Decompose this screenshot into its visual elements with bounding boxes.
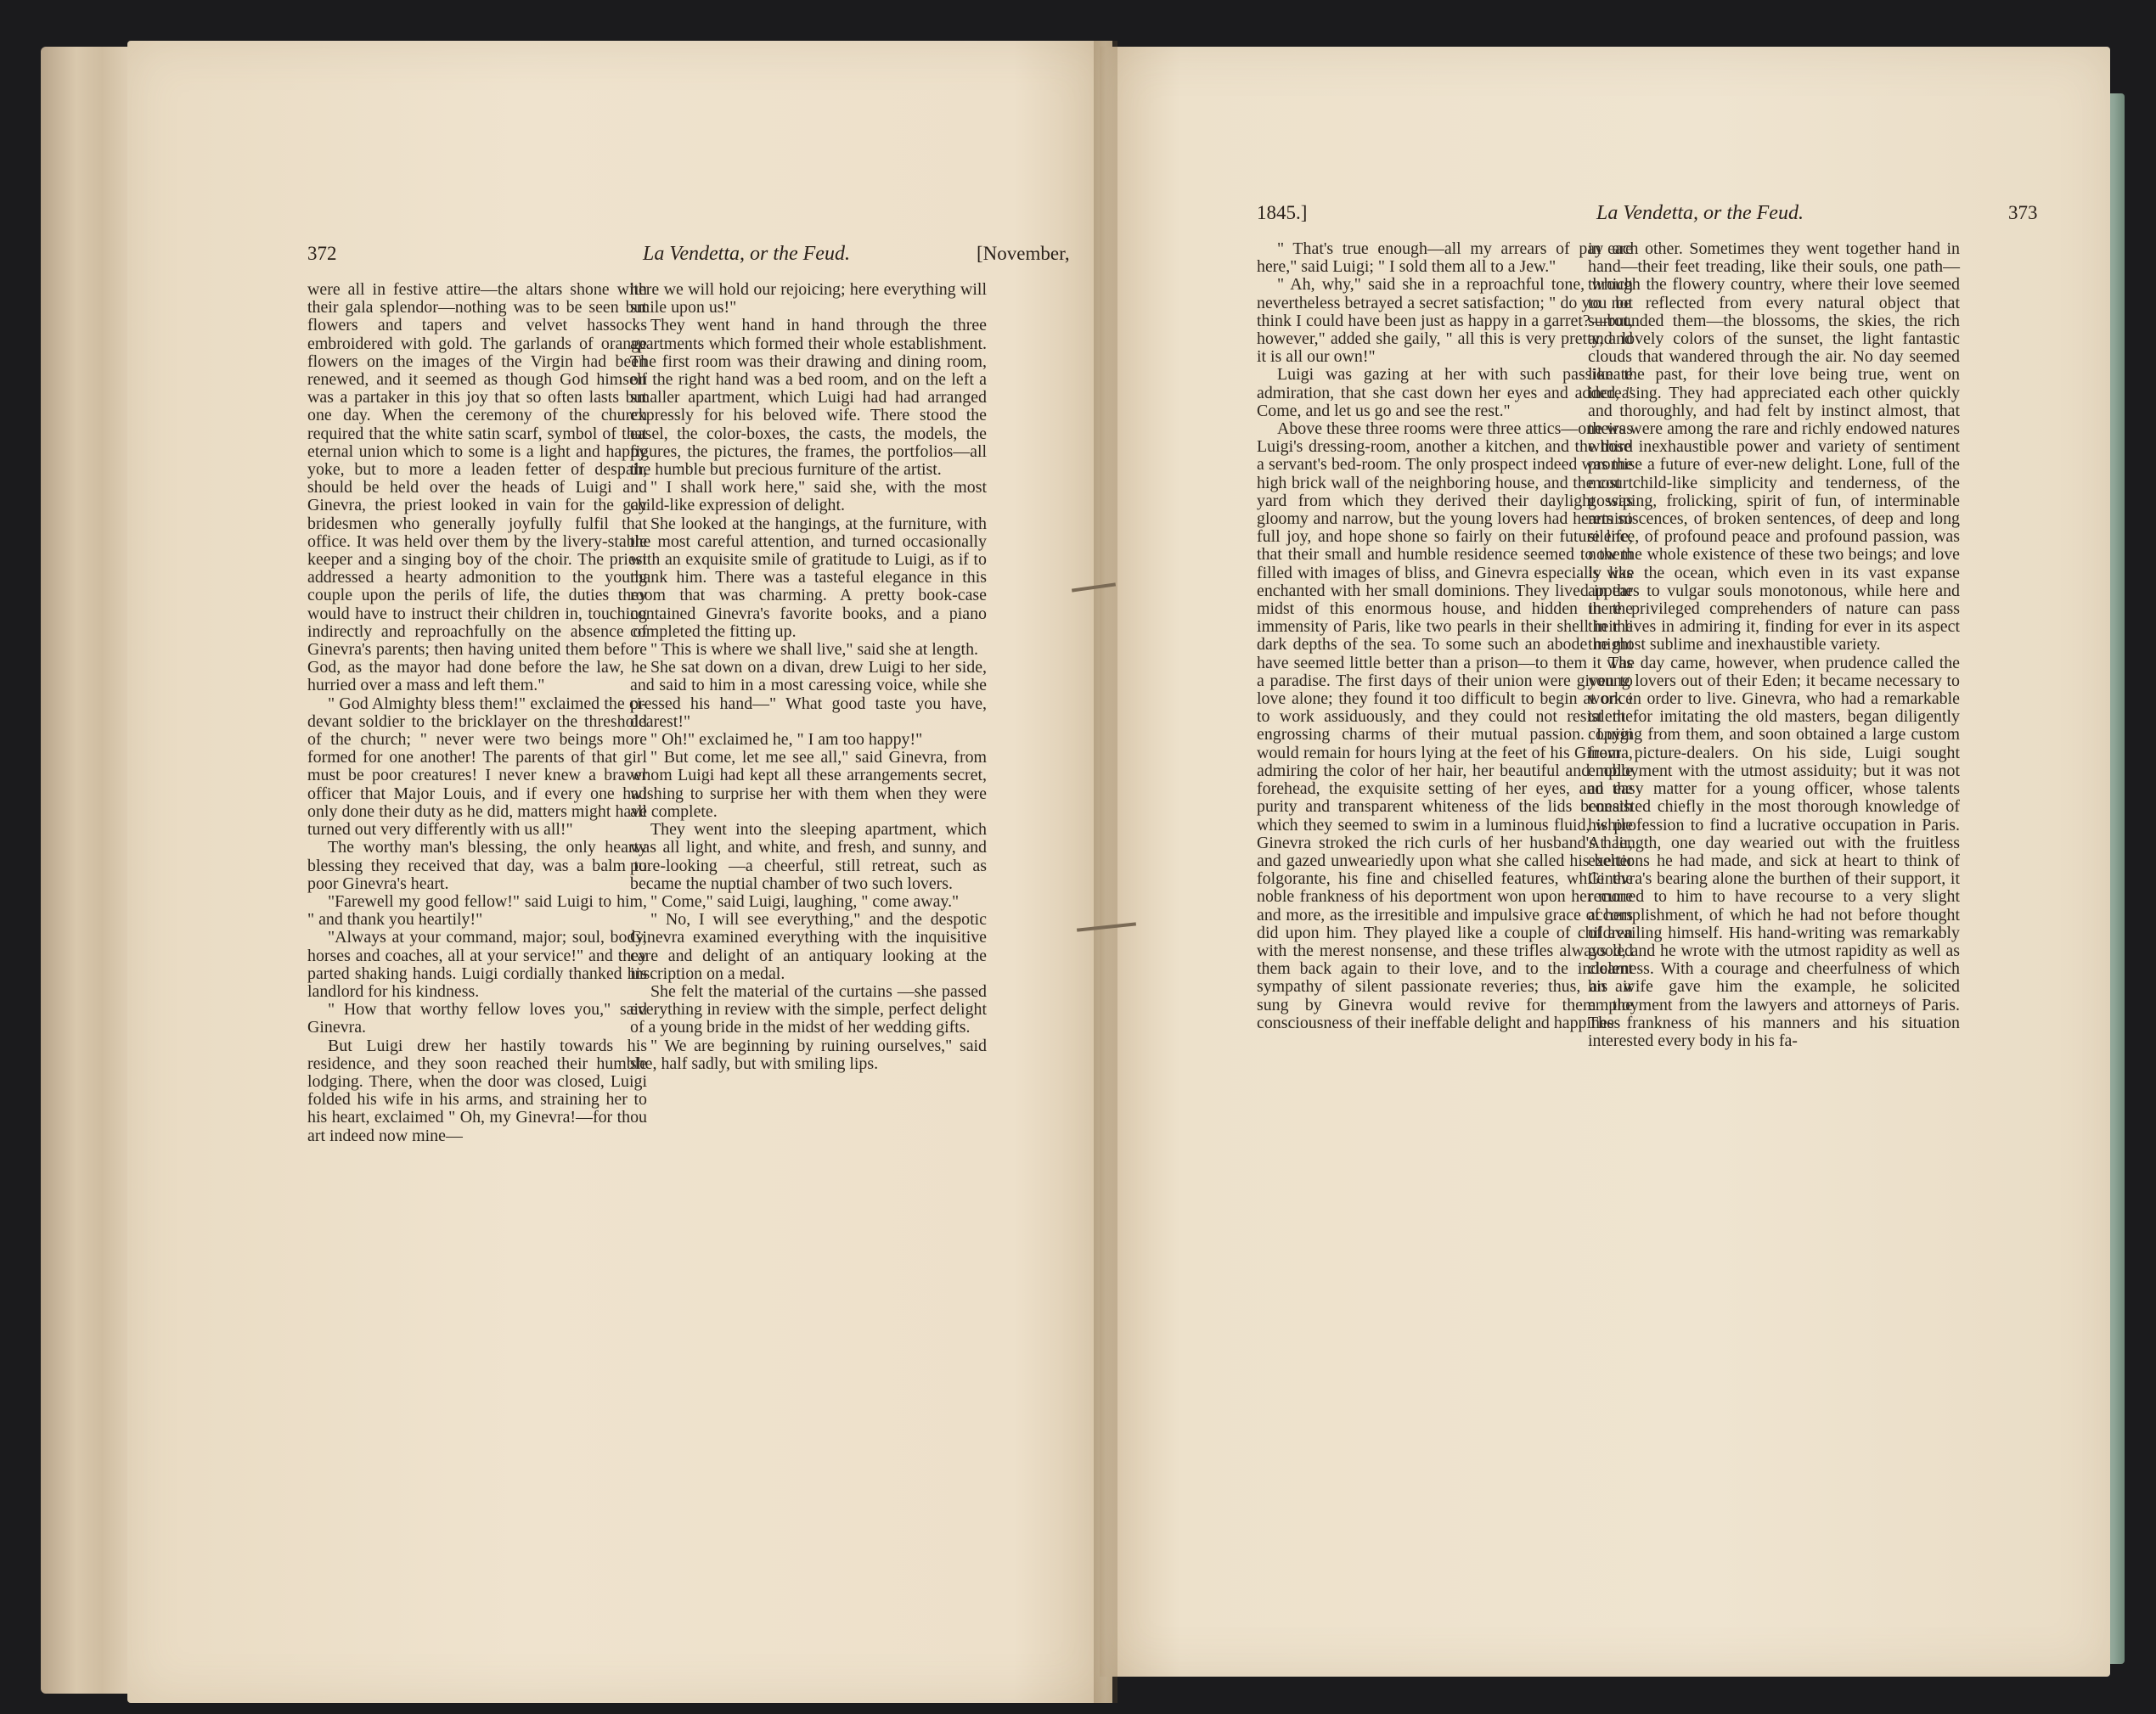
paragraph: " We are beginning by ruining ourselves," said she, half sadly, but with smiling lips. bbox=[630, 1036, 987, 1073]
right-column-1 bbox=[1257, 240, 1633, 1032]
right-running-title: La Vendetta, or the Feud. bbox=[1596, 202, 1804, 224]
paragraph: She looked at the hangings, at the furniture, with the most careful attention, and turned occasionally with an exquisite smile of gratitude to Luigi, as if to thank him. There was a tasteful elegance in this room that was charming. A pretty book-case contained Ginevra's favorite books, and a piano completed the fitting up. bbox=[630, 514, 987, 641]
left-column-2 bbox=[630, 281, 987, 1073]
paragraph: Luigi was gazing at her with such passionate admiration, that she cast down her eyes and added, " Come, and let us go and see the rest." bbox=[1257, 365, 1633, 420]
paragraph: " How that worthy fellow loves you," said Ginevra. bbox=[307, 1000, 647, 1037]
paragraph: " This is where we shall live," said she at length. bbox=[650, 640, 978, 660]
paragraph: But Luigi drew her hastily towards his residence, and they soon reached their humble lodging. There, when the door was closed, Luigi folded his wife in his arms, and straining her to his heart, exclaimed " Oh, my Ginevra!—for thou art indeed now mine— bbox=[307, 1036, 647, 1145]
paragraph: " Come," said Luigi, laughing, " come away." bbox=[650, 891, 960, 911]
book-gutter bbox=[1094, 41, 1117, 1703]
right-year: 1845.] bbox=[1257, 202, 1308, 223]
paragraph: " No, I will see everything," and the despotic Ginevra examined everything with the inquisitive care and delight of an antiquary looking at the inscription on a medal. bbox=[630, 910, 987, 983]
left-page-header bbox=[307, 243, 1097, 268]
paragraph: " Ah, why," said she in a reproachful tone, which nevertheless betrayed a secret satisfaction; " do you not think I could have been just as happy in a garret?—but, however," added she gaily, " all this is very pretty, and it is all our own!" bbox=[1257, 275, 1633, 367]
right-page-header bbox=[1257, 202, 2051, 228]
paragraph: were all in festive attire—the altars shone with their gala splendor—nothing was to be seen but flowers and tapers and velvet hassocks embroidered with gold. The garlands of orange flowers on the images of the Virgin had been renewed, and it seemed as though God himself was a partaker in this joy that so often lasts but one day. When the ceremony of the church required that the white satin scarf, symbol of that eternal union which to some is a light and happy yoke, but to more a leaden fetter of despair, should be held over the heads of Luigi and Ginevra, the priest looked in vain for the gay bridesmen who generally joyfully fulfil that office. It was held over them by the livery-stable keeper and a singing boy of the choir. The priest addressed a hearty admonition to the young couple upon the perils of life, the duties they would have to instruct their children in, touching indirectly and reproachfully on the absence of Ginevra's parents; then having united them before God, as the mayor had done before the law, he hurried over a mass and left them." bbox=[307, 280, 647, 695]
paragraph: " Oh!" exclaimed he, " I am too happy!" bbox=[650, 730, 923, 750]
paragraph: Above these three rooms were three attics—one was Luigi's dressing-room, another a kitchen, and the third a servant's bed-room. The only prospect indeed was the high brick wall of the neighboring house, and the court yard from which they derived their daylight was gloomy and narrow, but the young lovers had hearts so full joy, and hope shone so fairly on their future life, that their small and humble residence seemed to them filled with images of bliss, and Ginevra especially was enchanted with her small dominions. They lived in the midst of this enormous house, and hidden in the immensity of Paris, like two pearls in their shell in the dark depths of the sea. To some such an abode might have seemed little better than a prison—to them it was a paradise. The first days of their union were given to love alone; they found it too difficult to begin at once to work assiduously, and they could not resist the engrossing charms of their mutual passion. Luigi would remain for hours lying at the feet of his Ginevra, admiring the color of her hair, her beautiful and noble forehead, the exquisite setting of her eyes, and the purity and transparent whiteness of the lids beneath which they seemed to swim in a luminous fluid, while Ginevra stroked the rich curls of her husband's hair, and gazed unweariedly upon what she called his belter folgorante, his fine and chiselled features, while the noble frankness of his deportment won upon her more and more, as the irresitible and impulsive grace of hers did upon him. They played like a couple of children with the merest nonsense, and these trifles always led them back again to their love, and to the indolent sympathy of silent passionate reveries; thus, an air sung by Ginevra would revive for them the consciousness of their ineffable delight and happiness bbox=[1257, 419, 1633, 1032]
paragraph: They went hand in hand through the three apartments which formed their whole establishment. The first room was their drawing and dining room, on the right hand was a bed room, and on the left a smaller apartment, which Luigi had had arranged expressly for his beloved wife. There stood the easel, the color-boxes, the casts, the models, the figures, the pictures, the frames, the portfolios—all the humble but precious furniture of the artist. bbox=[630, 316, 987, 480]
paragraph: " I shall work here," said she, with the most child-like expression of delight. bbox=[630, 478, 987, 515]
paragraph: " God Almighty bless them!" exclaimed the ci-devant soldier to the bricklayer on the threshold of the church; " never were two beings more formed for one another! The parents of that girl must be poor creatures! I never knew a braver officer that Major Louis, and if every one had only done their duty as he did, matters might have turned out very differently with us all!" bbox=[307, 694, 647, 840]
paragraph: The day came, however, when prudence called the young lovers out of their Eden; it became necessary to work in order to live. Ginevra, who had a remarkable talent for imitating the old masters, began diligently copying from them, and soon obtained a large custom from picture-dealers. On his side, Luigi sought employment with the utmost assiduity; but it was not an easy matter for a young officer, whose talents consisted chiefly in the most thorough knowledge of his profession to find a lucrative occupation in Paris. At length, one day wearied out with the fruitless exertions he had made, and sick at heart to think of Ginevra's bearing alone the burthen of their support, it recurred to him to have recourse to a very slight accomplishment, of which he had not before thought of availing himself. His hand-writing was remarkably good, and he wrote with the utmost rapidity as well as clearness. With a courage and cheerfulness of which his wife gave him the example, he solicited employment from the lawyers and attorneys of Paris. The frankness of his manners and his situation interested every body in his fa- bbox=[1588, 653, 1960, 1050]
left-running-title: La Vendetta, or the Feud. bbox=[643, 243, 850, 265]
left-month: [November, bbox=[977, 243, 1070, 264]
right-page bbox=[1100, 47, 2110, 1677]
paragraph: "Farewell my good fellow!" said Luigi to him, " and thank you heartily!" bbox=[307, 891, 647, 930]
paragraph: " But come, let me see all," said Ginevra, from whom Luigi had kept all these arrangements secret, wishing to surprise her with them when they were all complete. bbox=[630, 748, 987, 821]
left-column-1 bbox=[307, 281, 647, 1145]
paragraph: The worthy man's blessing, the only hearty blessing they received that day, was a balm to poor Ginevra's heart. bbox=[307, 838, 647, 893]
paragraph: She sat down on a divan, drew Luigi to her side, and said to him in a most caressing voice, while she pressed his hand—" What good taste you have, dearest!" bbox=[630, 658, 987, 731]
paragraph: in each other. Sometimes they went together hand in hand—their feet treading, like their souls, one path—through the flowery country, where their love seemed to be reflected from every natural object that surrounded them—the blossoms, the skies, the rich and lovely colors of the sunset, the light fantastic clouds that wandered through the air. No day seemed like the past, for their love being true, went on increasing. They had appreciated each other quickly and thoroughly, and had felt by instinct almost, that theirs were among the rare and richly endowed natures whose inexhaustible power and variety of sentiment promise a future of ever-new delight. Lone, full of the most child-like simplicity and tenderness, of the gossiping, frolicking, spirit of fun, of interminable reminiscences, of broken sentences, of deep and long silence, of profound peace and profound passion, was now the whole existence of these two beings; and love is like the ocean, which even in its vast expanse appears to vulgar souls monotonous, while here and there privileged comprehenders of nature can pass their lives in admiring it, finding for ever in its aspect the most sublime and inexhaustible variety. bbox=[1588, 239, 1960, 655]
paragraph: "Always at your command, major; soul, body, horses and coaches, all at your service!" and they parted shaking hands. Luigi cordially thanked his landlord for his kindness. bbox=[307, 928, 647, 1001]
right-column-2 bbox=[1588, 240, 1960, 1050]
left-page bbox=[127, 41, 1112, 1703]
paragraph: here we will hold our rejoicing; here everything will smile upon us!" bbox=[630, 280, 987, 318]
paragraph: They went into the sleeping apartment, which was all light, and white, and fresh, and sunny, and pure-looking —a cheerful, still retreat, such as became the nuptial chamber of two such lovers. bbox=[630, 820, 987, 893]
right-page-number: 373 bbox=[2008, 202, 2038, 223]
left-page-number: 372 bbox=[307, 243, 337, 264]
paragraph: " That's true enough—all my arrears of pay are here," said Luigi; " I sold them all to a Jew." bbox=[1257, 239, 1633, 277]
paragraph: She felt the material of the curtains —she passed everything in review with the simple, perfect delight of a young bride in the midst of her wedding gifts. bbox=[630, 981, 987, 1037]
